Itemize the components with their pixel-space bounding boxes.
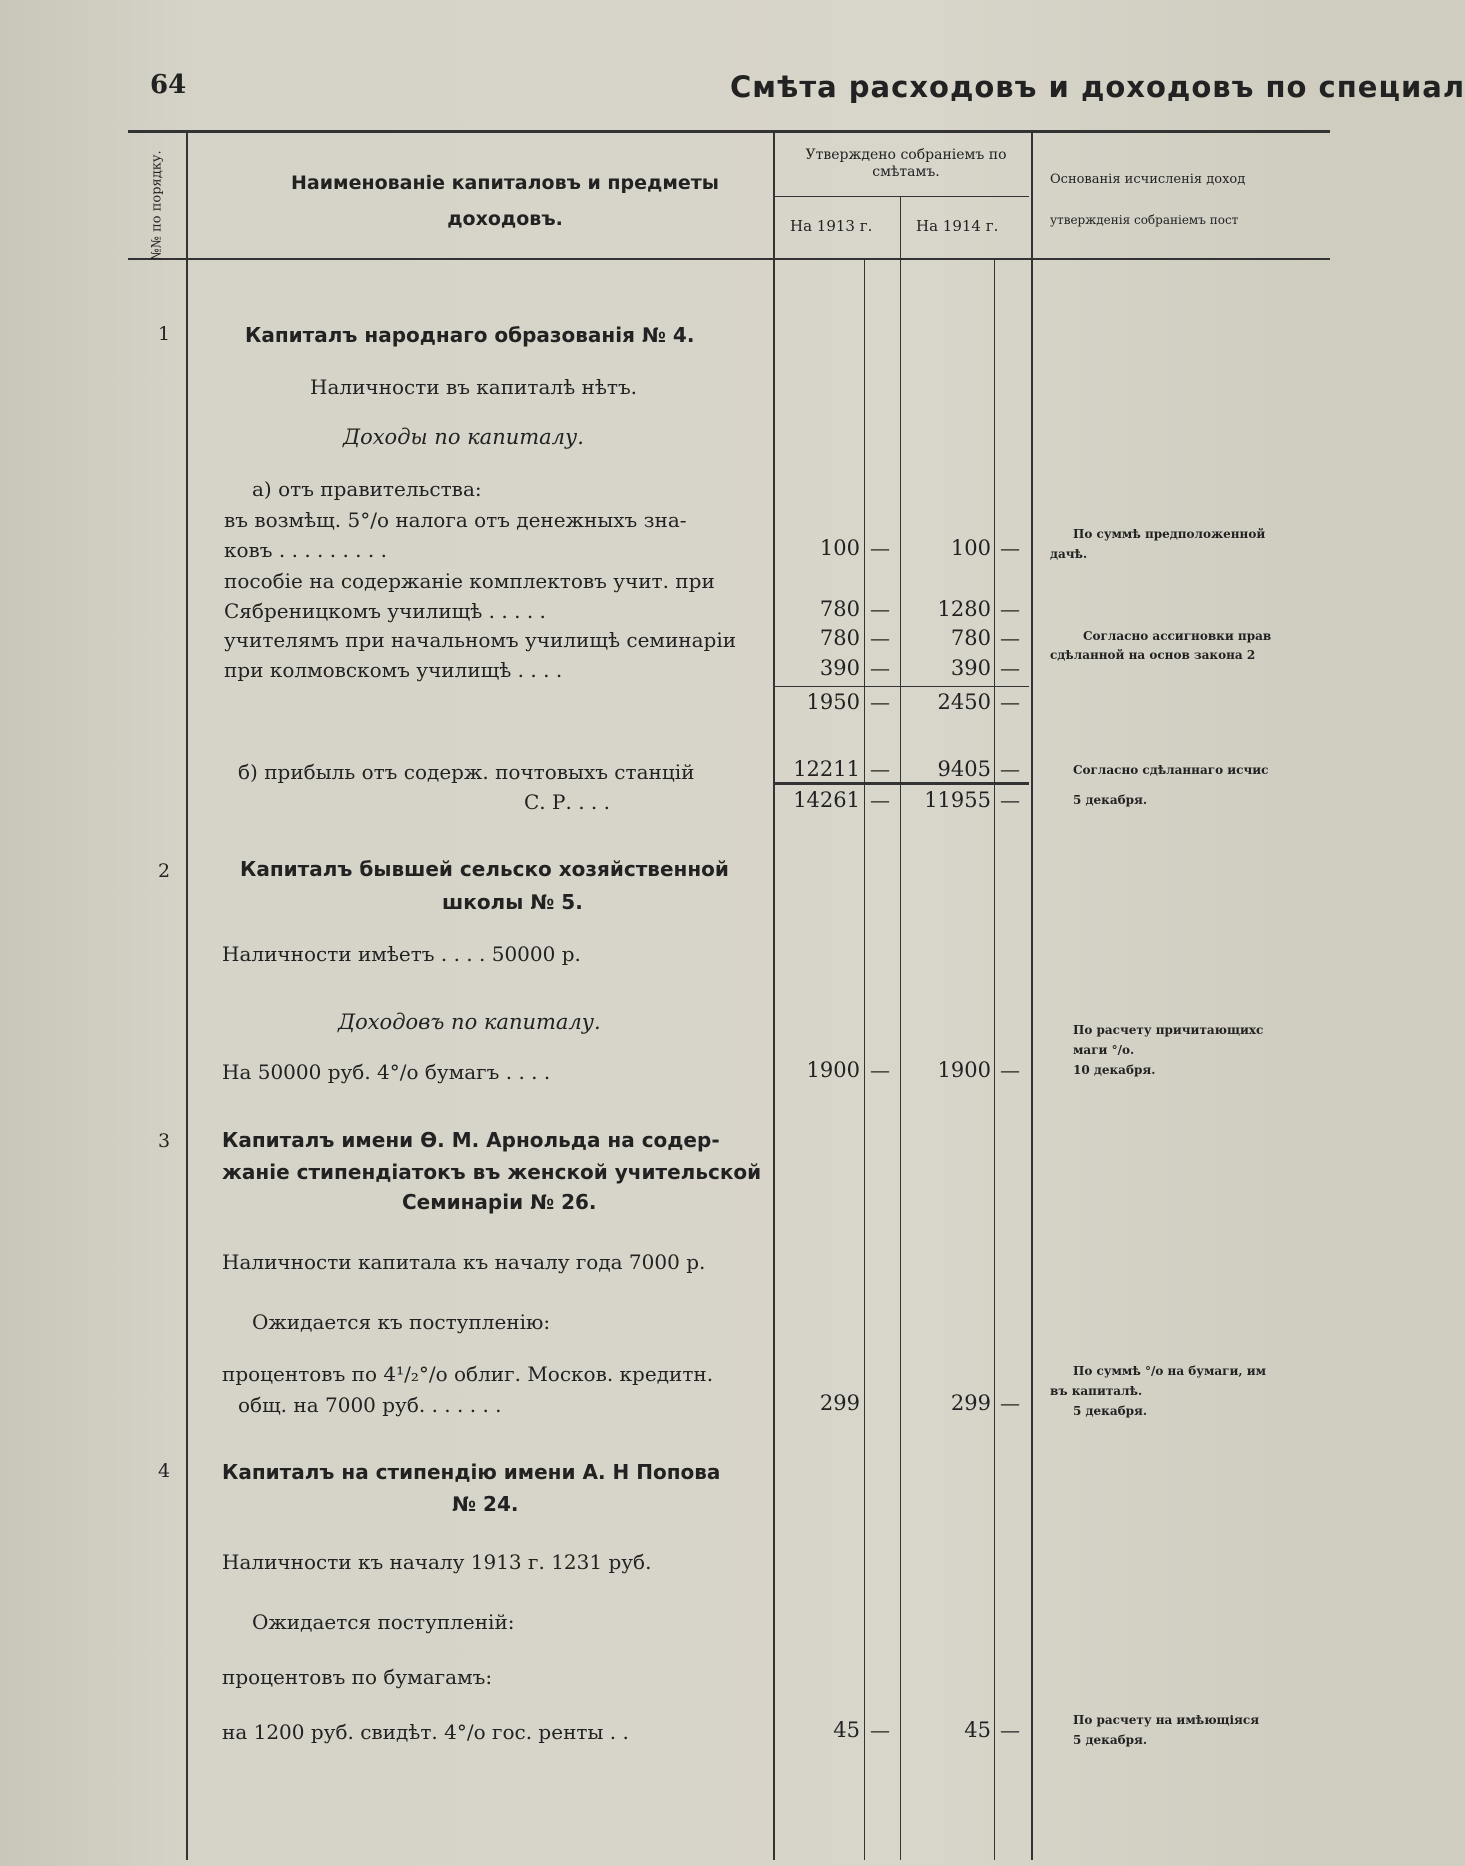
income-heading: Доходовъ по капиталу. <box>338 1010 601 1034</box>
total-1914: 11955 <box>924 788 991 812</box>
dash: — <box>1000 597 1020 621</box>
value-1913: 12211 <box>793 757 860 781</box>
value-1914: 9405 <box>937 757 991 781</box>
dash: — <box>870 656 890 680</box>
section-title: Капиталъ имени Ѳ. М. Арнольда на содер- <box>222 1128 720 1152</box>
subtotal-1914: 2450 <box>937 690 991 714</box>
header-approved: Утверждено собраніемъ по смѣтамъ. <box>805 147 1007 180</box>
dash: — <box>1000 788 1020 812</box>
dash: — <box>870 1058 890 1082</box>
dash: — <box>1000 1058 1020 1082</box>
section-title: Капиталъ бывшей сельско хозяйственной <box>240 857 729 881</box>
cash-text: Наличности къ началу 1913 г. 1231 руб. <box>222 1550 652 1574</box>
value-1913: 1900 <box>806 1058 860 1082</box>
basis-note: По расчету причитающихс <box>1073 1023 1264 1037</box>
cash-text: Наличности капитала къ началу года 7000 р. <box>222 1250 706 1274</box>
value-1913: 780 <box>819 597 860 621</box>
line-text: процентовъ по 4¹/₂°/о облиг. Москов. кредитн. <box>222 1362 714 1386</box>
dash: — <box>1000 1718 1020 1742</box>
dash: — <box>870 757 890 781</box>
total-1913: 14261 <box>793 788 860 812</box>
col-divider <box>900 196 901 1860</box>
value-1914: 45 <box>964 1718 991 1742</box>
row-index: 2 <box>158 860 171 882</box>
dash: — <box>1000 690 1020 714</box>
basis-note: 10 декабря. <box>1073 1063 1156 1077</box>
basis-note: въ капиталѣ. <box>1050 1384 1143 1398</box>
approved-split-rule <box>775 196 1029 197</box>
col-divider <box>773 130 775 1860</box>
value-1914: 390 <box>950 656 991 680</box>
section-title: № 24. <box>452 1492 519 1516</box>
line-text: общ. на 7000 руб. . . . . . . <box>238 1393 502 1417</box>
row-index: 4 <box>158 1460 171 1482</box>
table-top-rule <box>128 130 1330 133</box>
header-1914: На 1914 г. <box>916 217 999 235</box>
value-1913: 100 <box>819 536 860 560</box>
dash: — <box>870 626 890 650</box>
dash: — <box>870 1718 890 1742</box>
col-divider <box>864 258 865 1860</box>
header-bottom-rule <box>128 258 1330 260</box>
line-text: процентовъ по бумагамъ: <box>222 1665 493 1689</box>
dash: — <box>1000 626 1020 650</box>
section-title: жаніе стипендіатокъ въ женской учительской <box>222 1160 762 1184</box>
col-divider <box>1031 130 1033 1860</box>
header-basis: Основанія исчисленія доход <box>1050 172 1246 187</box>
line-text: Сябреницкомъ училищѣ . . . . . <box>224 599 546 623</box>
col-divider <box>186 130 188 1860</box>
page-title: Смѣта расходовъ и доходовъ по специал <box>730 70 1465 104</box>
cash-text: Наличности въ капиталѣ нѣтъ. <box>310 375 638 399</box>
dash: — <box>870 536 890 560</box>
line-text: б) прибыль отъ содерж. почтовыхъ станцій <box>238 760 695 784</box>
col-divider <box>994 258 995 1860</box>
basis-note: По суммѣ предположенной <box>1073 527 1266 541</box>
page-number: 64 <box>150 70 187 100</box>
dash: — <box>1000 536 1020 560</box>
basis-note: 5 декабря. <box>1073 1733 1148 1747</box>
basis-note: дачѣ. <box>1050 547 1088 561</box>
dash: — <box>1000 757 1020 781</box>
line-text: Ожидается къ поступленію: <box>252 1310 551 1334</box>
header-basis-2: утвержденія собраніемъ пост <box>1050 213 1239 227</box>
basis-note: сдѣланной на основ закона 2 <box>1050 648 1256 662</box>
section-title: Капиталъ на стипендію имени А. Н Попова <box>222 1460 721 1484</box>
total-rule <box>775 782 1029 785</box>
line-text: а) отъ правительства: <box>252 477 482 501</box>
basis-note: маги °/о. <box>1073 1043 1135 1057</box>
line-text: учителямъ при начальномъ училищѣ семинаріи <box>224 628 737 652</box>
dash: — <box>870 690 890 714</box>
dash: — <box>870 597 890 621</box>
section-title: школы № 5. <box>442 890 583 914</box>
line-text: въ возмѣщ. 5°/о налога отъ денежныхъ зна- <box>224 508 687 532</box>
row-index: 1 <box>158 323 171 345</box>
section-title: Капиталъ народнаго образованія № 4. <box>245 323 695 347</box>
dash: — <box>870 788 890 812</box>
value-1913: 390 <box>819 656 860 680</box>
header-number: №№ по порядку. <box>149 149 165 261</box>
dash: — <box>1000 656 1020 680</box>
subtotal-1913: 1950 <box>806 690 860 714</box>
line-text: На 50000 руб. 4°/о бумагъ . . . . <box>222 1060 551 1084</box>
value-1914: 299 <box>950 1391 991 1415</box>
subtotal-rule <box>775 686 1029 687</box>
income-heading: Доходы по капиталу. <box>343 425 584 449</box>
line-text: на 1200 руб. свидѣт. 4°/о гос. ренты . . <box>222 1720 629 1744</box>
header-1913: На 1913 г. <box>790 217 873 235</box>
value-1914: 100 <box>950 536 991 560</box>
value-1914: 1900 <box>937 1058 991 1082</box>
dash: — <box>1000 1391 1020 1415</box>
cash-text: Наличности имѣетъ . . . . 50000 р. <box>222 942 581 966</box>
value-1914: 780 <box>950 626 991 650</box>
value-1914: 1280 <box>937 597 991 621</box>
row-index: 3 <box>158 1130 171 1152</box>
header-name: Наименованіе капиталовъ и предметы доходовъ. <box>291 172 719 230</box>
basis-note: Согласно ассигновки прав <box>1083 629 1272 643</box>
basis-note: Согласно сдѣланнаго исчис <box>1073 763 1269 777</box>
value-1913: 299 <box>819 1391 860 1415</box>
line-text: при колмовскомъ училищѣ . . . . <box>224 658 563 682</box>
line-text: пособіе на содержаніе комплектовъ учит. при <box>224 569 715 593</box>
line-text: ковъ . . . . . . . . . <box>224 538 387 562</box>
value-1913: 780 <box>819 626 860 650</box>
basis-note: По расчету на имѣющіяся <box>1073 1713 1260 1727</box>
total-label: С. Р. . . . <box>524 790 610 814</box>
value-1913: 45 <box>833 1718 860 1742</box>
basis-note: 5 декабря. <box>1073 1404 1148 1418</box>
section-title: Семинаріи № 26. <box>402 1190 597 1214</box>
basis-note: 5 декабря. <box>1073 793 1148 807</box>
line-text: Ожидается поступленій: <box>252 1610 515 1634</box>
basis-note: По суммѣ °/о на бумаги, им <box>1073 1364 1267 1378</box>
